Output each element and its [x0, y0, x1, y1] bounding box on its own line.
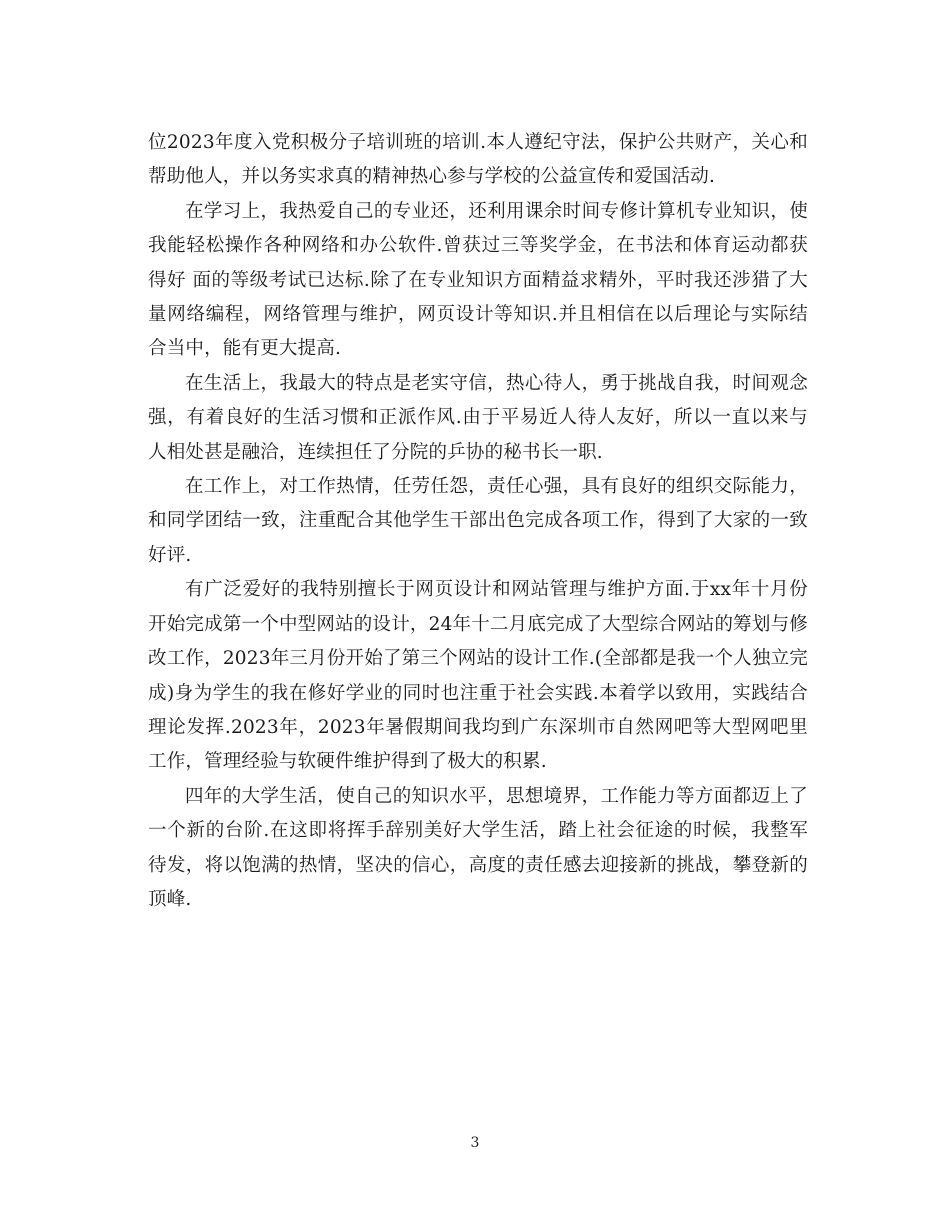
document-body [148, 126, 808, 917]
paragraph-life: 在生活上，我最大的特点是老实守信，热心待人，勇于挑战自我，时间观念强，有着良好的生活习惯和正派作风.由于平易近人待人友好，所以一直以来与人相处甚是融洽，连续担任了分院的乒协的秘书长一职. [148, 372, 808, 463]
paragraph-continuation: 位2023年度入党积极分子培训班的培训.本人遵纪守法，保护公共财产，关心和帮助他人，并以务实求真的精神热心参与学校的公益宣传和爱国活动. [148, 132, 808, 188]
page-number: 3 [470, 1135, 480, 1151]
paragraph-study: 在学习上，我热爱自己的专业还，还利用课余时间专修计算机专业知识，使我能轻松操作各种网络和办公软件.曾获过三等奖学金，在书法和体育运动都获得好 面的等级考试已达标.除了在专业知识方面精益求精外，平时我还涉猎了大量网络编程，网络管理与维护，网页设计等知识.并且相信在以后理论与实际结合当中，能有更大提高. [148, 200, 808, 360]
paragraph-work: 在工作上，对工作热情，任劳任怨，责任心强，具有良好的组织交际能力，和同学团结一致，注重配合其他学生干部出色完成各项工作，得到了大家的一致好评. [148, 476, 808, 566]
paragraph-web-design: 有广泛爱好的我特别擅长于网页设计和网站管理与维护方面.于xx年十月份开始完成第一个中型网站的设计，24年十二月底完成了大型综合网站的筹划与修改工作，2023年三月份开始了第三个网站的设计工作.(全部都是我一个人独立完成)身为学生的我在修好学业的同时也注重于社会实践.本着学以致用，实践结合理论发挥.2023年，2023年暑假期间我均到广东深圳市自然网吧等大型网吧里工作，管理经验与软硬件维护得到了极大的积累. [148, 579, 808, 773]
paragraph-conclusion: 四年的大学生活，使自己的知识水平，思想境界，工作能力等方面都迈上了一个新的台阶.在这即将挥手辞别美好大学生活，踏上社会征途的时候，我整军待发，将以饱满的热情，坚决的信心，高度的责任感去迎接新的挑战，攀登新的顶峰. [148, 785, 808, 910]
